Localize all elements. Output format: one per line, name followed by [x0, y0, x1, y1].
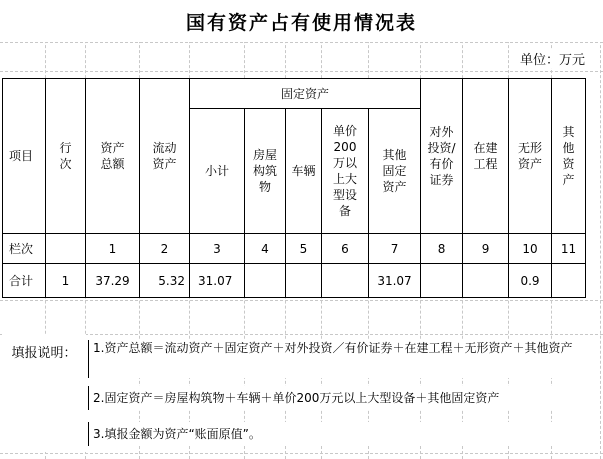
header-investments: 对外投资/有价证券 — [421, 79, 463, 234]
total-cell: 31.07 — [190, 264, 245, 298]
gridline — [600, 0, 601, 459]
header-buildings: 房屋构筑物 — [245, 109, 286, 234]
column-row-label: 栏次 — [3, 234, 46, 264]
filling-notes — [2, 334, 600, 452]
gridline — [0, 300, 603, 301]
note-item: 2.固定资产＝房屋构筑物＋车辆＋单价200万元以上大型设备＋其他固定资产 — [88, 386, 600, 410]
column-number-cell: 9 — [463, 234, 509, 264]
total-cell: 0.9 — [509, 264, 552, 298]
column-number-cell: 7 — [369, 234, 421, 264]
note-item: 3.填报金额为资产“账面原值”。 — [88, 422, 600, 446]
column-number-cell: 3 — [190, 234, 245, 264]
total-cell — [322, 264, 369, 298]
header-other-assets: 其他资产 — [552, 79, 586, 234]
total-cell: 5.32 — [140, 264, 190, 298]
unit-label: 单位：万元 — [518, 49, 587, 68]
column-number-cell: 4 — [245, 234, 286, 264]
column-number-cell: 5 — [286, 234, 322, 264]
column-number-cell: 11 — [552, 234, 586, 264]
gridline — [0, 71, 603, 72]
column-number-cell: 1 — [86, 234, 140, 264]
total-cell — [463, 264, 509, 298]
total-cell — [552, 264, 586, 298]
gridline — [0, 42, 603, 43]
header-project: 项目 — [3, 79, 46, 234]
total-cell — [421, 264, 463, 298]
column-number-cell — [46, 234, 86, 264]
report-title: 国有资产占有使用情况表 — [0, 0, 603, 42]
header-large-equipment: 单价200万以上大型设备 — [322, 109, 369, 234]
header-fixed-assets: 固定资产 — [190, 79, 421, 109]
gridline — [0, 453, 603, 454]
total-cell — [286, 264, 322, 298]
header-subtotal: 小计 — [190, 109, 245, 234]
header-intangible: 无形资产 — [509, 79, 552, 234]
column-number-cell: 2 — [140, 234, 190, 264]
total-cell: 31.07 — [369, 264, 421, 298]
header-current-assets: 流动资产 — [140, 79, 190, 234]
notes-label: 填报说明： — [2, 334, 86, 452]
header-row-no: 行次 — [46, 79, 86, 234]
total-cell: 37.29 — [86, 264, 140, 298]
note-item: 1.资产总额＝流动资产＋固定资产＋对外投资／有价证券＋在建工程＋无形资产＋其他资产 — [88, 340, 600, 378]
header-total-assets: 资产总额 — [86, 79, 140, 234]
column-number-cell: 10 — [509, 234, 552, 264]
header-vehicles: 车辆 — [286, 109, 322, 234]
asset-table — [2, 78, 586, 298]
total-cell: 1 — [46, 264, 86, 298]
total-row-label: 合计 — [3, 264, 46, 298]
column-number-cell: 6 — [322, 234, 369, 264]
header-other-fixed: 其他固定资产 — [369, 109, 421, 234]
total-cell — [245, 264, 286, 298]
column-number-cell: 8 — [421, 234, 463, 264]
header-construction: 在建工程 — [463, 79, 509, 234]
